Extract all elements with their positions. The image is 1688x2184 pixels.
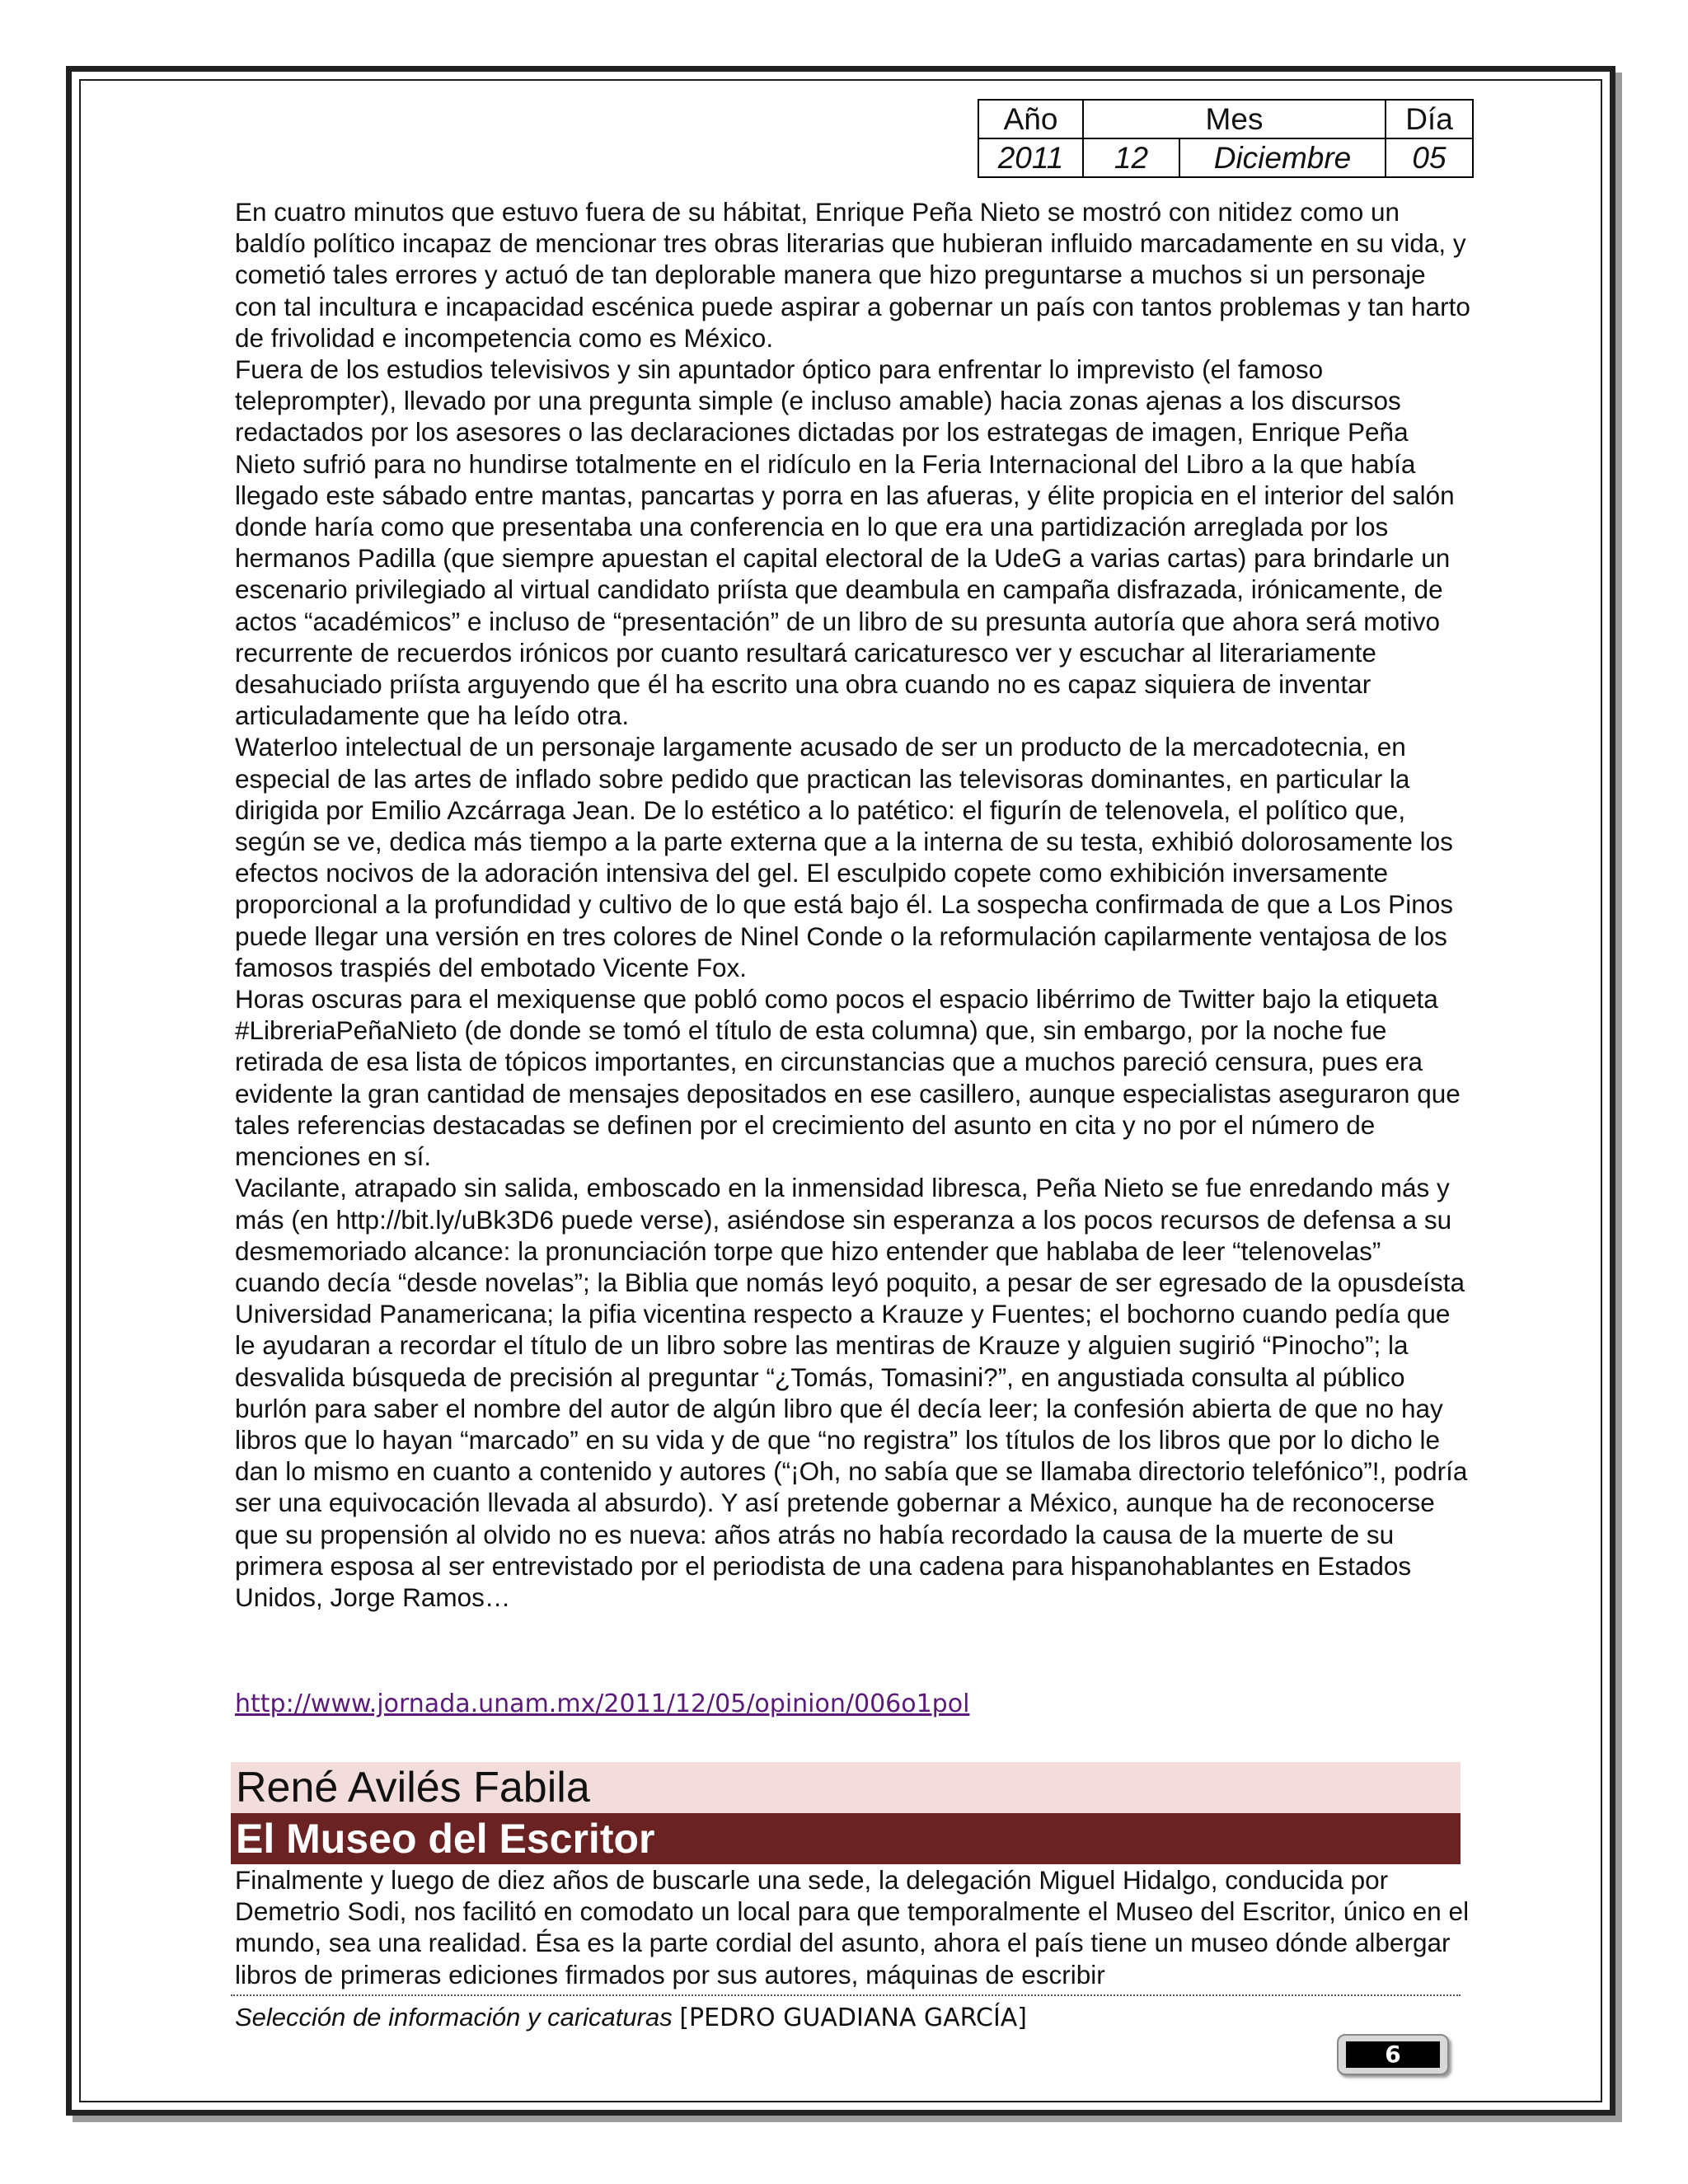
date-table-values-row [978, 138, 1473, 177]
date-value-month-number: 12 [1083, 138, 1179, 177]
article-paragraph: Horas oscuras para el mexiquense que pobló como pocos el espacio libérrimo de Twitter bajo la etiqueta #LibreriaPeñaNieto (de donde se tomó el título de esta columna) que, sin embargo, por la noche fue retirada de esa lista de tópicos importantes, en circunstancias que a muchos pareció censura, pues era evidente la gran cantidad de mensajes depositados en ese casillero, aunque especialistas aseguraron que tales referencias destacadas se definen por el crecimiento del asunto en cita y no por el número de menciones en sí. [235, 984, 1461, 1172]
article-title: El Museo del Escritor [231, 1813, 1461, 1864]
date-value-month-name: Diciembre [1179, 138, 1386, 177]
article-paragraph: En cuatro minutos que estuvo fuera de su hábitat, Enrique Peña Nieto se mostró con nitidez como un baldío político incapaz de mencionar tres obras literarias que hubieran influido marcadamente en su vida, y cometió tales errores y actuó de tan deplorable manera que hizo preguntarse a muchos si un personaje con tal incultura e incapacidad escénica puede aspirar a gobernar un país con tantos problemas y tan harto de frivolidad e incompetencia como es México. [235, 197, 1470, 353]
article2-body [235, 1864, 1471, 1990]
footer [235, 2000, 1027, 2036]
date-header-day: Día [1386, 100, 1473, 138]
date-value-year: 2011 [978, 138, 1083, 177]
date-header-month: Mes [1083, 100, 1386, 138]
page-number: 6 [1346, 2041, 1440, 2068]
date-header-year: Año [978, 100, 1083, 138]
footer-divider [231, 1994, 1461, 1996]
article-paragraph: Vacilante, atrapado sin salida, emboscado en la inmensidad libresca, Peña Nieto se fue enredando más y más (en http://bit.ly/uBk3D6 puede verse), asiéndose sin esperanza a los pocos recursos de defensa a su desmemoriado alcance: la pronunciación torpe que hizo entender que hablaba de leer “telenovelas” cuando decía “desde novelas”; la Biblia que nomás leyó poquito, a pesar de ser egresado de la opusdeísta Universidad Panamericana; la pifia vicentina respecto a Krauze y Fuentes; el bochorno cuando pedía que le ayudaran a recordar el título de un libro sobre las mentiras de Krauze y alguien sugirió “Pinocho”; la desvalida búsqueda de precisión al preguntar “¿Tomás, Tomasini?”, en angustiada consulta al público burlón para saber el nombre del autor de algún libro que él decía leer; la confesión abierta de que no hay libros que lo hayan “marcado” en su vida y de que “no registra” los títulos de los libros que por lo dicho le dan lo mismo en cuanto a contenido y autores (“¡Oh, no sabía que se llamaba directorio telefónico”!, podría ser una equivocación llevada al absurdo). Y así pretende gobernar a México, aunque ha de reconocerse que su propensión al olvido no es nueva: años atrás no había recordado la causa de la muerte de su primera esposa al ser entrevistado por el periodista de una cadena para hispanohablantes en Estados Unidos, Jorge Ramos… [235, 1173, 1468, 1612]
footer-credit: [PEDRO GUADIANA GARCÍA] [679, 2004, 1028, 2032]
page-number-badge [1337, 2034, 1449, 2075]
author-name: René Avilés Fabila [231, 1762, 1461, 1813]
article-paragraph: Waterloo intelectual de un personaje largamente acusado de ser un producto de la mercadotecnia, en especial de las artes de inflado sobre pedido que practican las televisoras dominantes, en particular la dirigida por Emilio Azcárraga Jean. De lo estético a lo patético: el figurín de telenovela, el político que, según se ve, dedica más tiempo a la parte externa que a la interna de su testa, exhibió dolorosamente los efectos nocivos de la adoración intensiva del gel. El esculpido copete como exhibición inversamente proporcional a la profundidad y cultivo de lo que está bajo él. La sospecha confirmada de que a Los Pinos puede llegar una versión en tres colores de Ninel Conde o la reformulación capilarmente ventajosa de los famosos traspiés del embotado Vicente Fox. [235, 732, 1453, 982]
article-paragraph: Fuera de los estudios televisivos y sin apuntador óptico para enfrentar lo imprevisto (el famoso teleprompter), llevado por una pregunta simple (e incluso amable) hacia zonas ajenas a los discursos redactados por los asesores o las declaraciones dictadas por los estrategas de imagen, Enrique Peña Nieto sufrió para no hundirse totalmente en el ridículo en la Feria Internacional del Libro a la que había llegado este sábado entre mantas, pancartas y porra en las afueras, y élite propicia en el interior del salón donde haría como que presentaba una conferencia en lo que era una partidización arreglada por los hermanos Padilla (que siempre apuestan el capital electoral de la UdeG a varias cartas) para brindarle un escenario privilegiado al virtual candidato priísta que deambula en campaña disfrazada, irónicamente, de actos “académicos” e incluso de “presentación” de un libro de su presunta autoría que ahora será motivo recurrente de recuerdos irónicos por cuanto resultará caricaturesco ver y escuchar al literariamente desahuciado priísta arguyendo que él ha escrito una obra cuando no es capaz siquiera de inventar articuladamente que ha leído otra. [235, 354, 1455, 731]
date-table [978, 99, 1474, 178]
date-value-day: 05 [1386, 138, 1473, 177]
article2-paragraph: Finalmente y luego de diez años de buscarle una sede, la delegación Miguel Hidalgo, conducida por Demetrio Sodi, nos facilitó en comodato un local para que temporalmente el Museo del Escritor, único en el mundo, sea una realidad. Ésa es la parte cordial del asunto, ahora el país tiene un museo dónde albergar libros de primeras ediciones firmados por sus autores, máquinas de escribir [235, 1865, 1470, 1990]
article-body [235, 196, 1471, 1613]
date-table-header-row [978, 100, 1473, 138]
source-link[interactable]: http://www.jornada.unam.mx/2011/12/05/opinion/006o1pol [235, 1690, 970, 1718]
footer-selection-label: Selección de información y caricaturas [235, 2003, 673, 2032]
